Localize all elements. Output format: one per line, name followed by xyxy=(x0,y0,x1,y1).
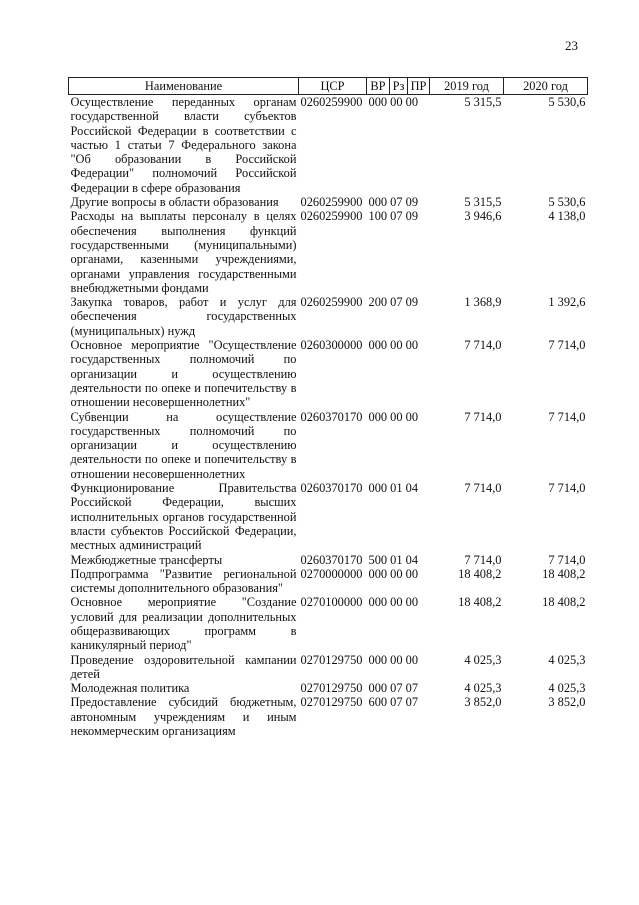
table-row xyxy=(69,653,588,682)
row-2020: 18 408,2 xyxy=(542,566,586,581)
row-codes: 600 07 07 xyxy=(368,695,419,710)
header-2020: 2020 год xyxy=(504,78,588,95)
table-header-row xyxy=(69,78,588,95)
row-codes: 000 00 00 xyxy=(368,95,419,109)
row-2019: 7 714,0 xyxy=(464,338,502,353)
row-2020: 5 530,6 xyxy=(548,95,586,109)
row-2019: 5 315,5 xyxy=(464,95,502,109)
row-name: Межбюджетные трансферты xyxy=(70,552,223,567)
row-2019: 18 408,2 xyxy=(458,595,502,610)
row-name: Осуществление переданных органам государственной власти субъектов Российской Федерации в соответствии с частью 1 статьи 7 Федерального закона "Об образовании в Российской Федерации" полномочий Российской Федерации в сфере образования xyxy=(70,95,297,195)
row-csr: 0270129750 xyxy=(300,695,363,710)
row-2019: 4 025,3 xyxy=(464,681,502,696)
row-2019: 1 368,9 xyxy=(464,295,502,310)
row-codes: 000 00 00 xyxy=(368,595,419,610)
budget-table xyxy=(68,77,588,738)
row-csr: 0270129750 xyxy=(300,681,363,696)
table-row xyxy=(69,195,588,209)
row-codes: 000 00 00 xyxy=(368,566,419,581)
table-row xyxy=(69,209,588,295)
table-row xyxy=(69,338,588,409)
row-csr: 0260370170 xyxy=(300,409,363,424)
row-csr: 0260259900 xyxy=(300,95,363,109)
header-name: Наименование xyxy=(69,78,299,95)
row-name: Закупка товаров, работ и услуг для обеспечения государственных (муниципальных) нужд xyxy=(70,295,297,338)
table-row xyxy=(69,695,588,738)
row-codes: 000 01 04 xyxy=(368,481,419,496)
row-2020: 4 025,3 xyxy=(548,681,586,696)
row-csr: 0270000000 xyxy=(300,566,363,581)
row-2020: 7 714,0 xyxy=(548,552,586,567)
row-codes: 000 00 00 xyxy=(368,652,419,667)
row-2020: 4 025,3 xyxy=(548,652,586,667)
row-name: Основное мероприятие "Создание условий для реализации дополнительных общеразвивающих программ в каникулярный период" xyxy=(70,595,297,653)
row-csr: 0260370170 xyxy=(300,552,363,567)
row-codes: 200 07 09 xyxy=(368,295,419,310)
row-csr: 0260300000 xyxy=(300,338,363,353)
row-2019: 7 714,0 xyxy=(464,409,502,424)
row-name: Молодежная политика xyxy=(70,681,190,696)
row-name: Расходы на выплаты персоналу в целях обеспечения выполнения функций государственными (муниципальными) органами, казенными учреждениями, органами управления государственными внебюджетными фондами xyxy=(70,209,297,295)
header-rz: Рз xyxy=(390,78,408,95)
row-csr: 0260259900 xyxy=(300,195,363,210)
row-2019: 7 714,0 xyxy=(464,552,502,567)
row-2020: 18 408,2 xyxy=(542,595,586,610)
table-row xyxy=(69,681,588,695)
row-name: Предоставление субсидий бюджетным, автономным учреждениям и иным некоммерческим организациям xyxy=(70,695,297,739)
row-2020: 3 852,0 xyxy=(548,695,586,710)
row-codes: 000 07 09 xyxy=(368,195,419,210)
row-2020: 5 530,6 xyxy=(548,195,586,210)
row-2020: 7 714,0 xyxy=(548,409,586,424)
row-name: Субвенции на осуществление государственных полномочий по организации и осуществлению деятельности по опеке и попечительству в отношении несовершеннолетних xyxy=(70,409,297,481)
row-codes: 000 00 00 xyxy=(368,338,419,353)
row-name: Подпрограмма "Развитие региональной системы дополнительного образования" xyxy=(70,566,297,596)
page-number: 23 xyxy=(565,38,578,53)
table-row xyxy=(69,295,588,338)
row-2019: 5 315,5 xyxy=(464,195,502,210)
row-codes: 100 07 09 xyxy=(368,209,419,224)
row-codes: 000 07 07 xyxy=(368,681,419,696)
row-name: Проведение оздоровительной кампании детей xyxy=(70,652,297,681)
row-2020: 4 138,0 xyxy=(548,209,586,224)
row-2019: 4 025,3 xyxy=(464,652,502,667)
row-2019: 3 946,6 xyxy=(464,209,502,224)
table-row xyxy=(69,95,588,196)
row-csr: 0270100000 xyxy=(300,595,363,610)
row-csr: 0260259900 xyxy=(300,209,363,224)
header-2019: 2019 год xyxy=(430,78,504,95)
row-2020: 7 714,0 xyxy=(548,481,586,496)
row-name: Основное мероприятие "Осуществление государственных полномочий по организации и осуществлению деятельности по опеке и попечительству в отношении несовершеннолетних" xyxy=(70,338,297,410)
row-codes: 500 01 04 xyxy=(368,552,419,567)
table-row xyxy=(69,481,588,552)
row-2020: 7 714,0 xyxy=(548,338,586,353)
header-csr: ЦСР xyxy=(299,78,367,95)
row-2019: 18 408,2 xyxy=(458,566,502,581)
table-row xyxy=(69,410,588,481)
table-body xyxy=(69,95,588,739)
table-row xyxy=(69,553,588,567)
header-pr: ПР xyxy=(408,78,430,95)
row-csr: 0270129750 xyxy=(300,652,363,667)
row-2019: 7 714,0 xyxy=(464,481,502,496)
row-2020: 1 392,6 xyxy=(548,295,586,310)
row-csr: 0260370170 xyxy=(300,481,363,496)
table-row xyxy=(69,595,588,652)
row-name: Другие вопросы в области образования xyxy=(70,195,279,210)
table-row xyxy=(69,567,588,596)
row-codes: 000 00 00 xyxy=(368,409,419,424)
row-csr: 0260259900 xyxy=(300,295,363,310)
row-2019: 3 852,0 xyxy=(464,695,502,710)
header-vr: ВР xyxy=(367,78,390,95)
row-name: Функционирование Правительства Российской Федерации, высших исполнительных органов государственной власти субъектов Российской Федерации, местных администраций xyxy=(70,481,297,553)
